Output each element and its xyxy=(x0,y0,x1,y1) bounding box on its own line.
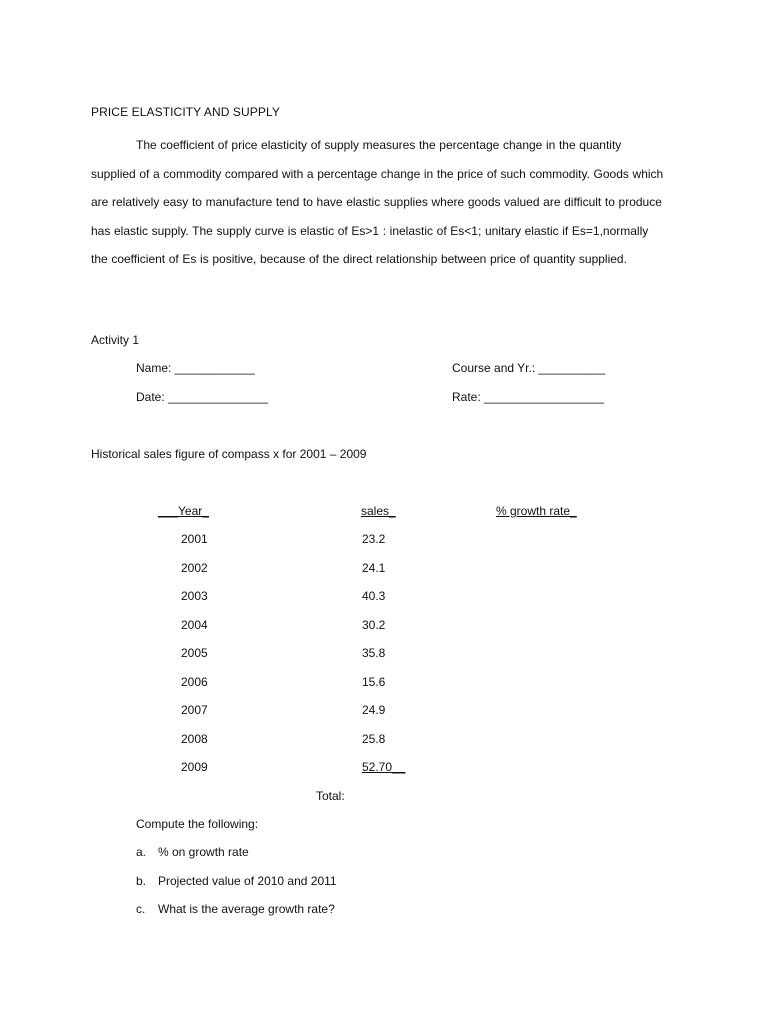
year-cell: 2001 xyxy=(181,532,208,546)
year-cell: 2008 xyxy=(181,732,208,746)
list-item-letter: b. xyxy=(136,874,147,888)
list-item-text: % on growth rate xyxy=(158,845,249,859)
list-item-text: What is the average growth rate? xyxy=(158,902,335,916)
sales-cell: 30.2 xyxy=(362,618,386,632)
compute-heading: Compute the following: xyxy=(136,817,259,831)
table-row xyxy=(0,760,768,780)
sales-cell: 23.2 xyxy=(362,532,386,546)
year-cell: 2006 xyxy=(181,675,208,689)
intro-paragraph: The coefficient of price elasticity of supply measures the percentage change in the quantity supplied of a commodity compared with a percentage change in the price of such commodity. Goods which are relatively easy to manufacture tend to have elastic supplies where goods valued are difficult to produce has elastic supply. The supply curve is elastic of Es>1 : inelastic of Es<1; unitary elastic if Es=1,normally the coefficient of Es is positive, because of the direct relationship between price of quantity supplied. xyxy=(91,138,664,267)
year-cell: 2007 xyxy=(181,703,208,717)
page-title: PRICE ELASTICITY AND SUPPLY xyxy=(91,105,280,119)
year-cell: 2002 xyxy=(181,561,208,575)
sales-cell: 15.6 xyxy=(362,675,386,689)
year-cell: 2005 xyxy=(181,646,208,660)
name-field-label: Name: ____________ xyxy=(136,361,255,375)
historical-heading: Historical sales figure of compass x for 2001 – 2009 xyxy=(91,447,367,461)
list-item xyxy=(0,874,768,894)
list-item xyxy=(0,902,768,922)
table-row xyxy=(0,732,768,752)
year-cell: 2003 xyxy=(181,589,208,603)
table-row xyxy=(0,703,768,723)
sales-cell: 52.70__ xyxy=(362,760,406,774)
list-item xyxy=(0,845,768,865)
table-header-year: ___Year_ xyxy=(158,504,209,518)
sales-cell: 24.9 xyxy=(362,703,386,717)
table-row xyxy=(0,561,768,581)
course-field-label: Course and Yr.: __________ xyxy=(452,361,606,375)
year-cell: 2009 xyxy=(181,760,208,774)
sales-cell: 24.1 xyxy=(362,561,386,575)
rate-field-label: Rate: __________________ xyxy=(452,390,605,404)
date-field-label: Date: _______________ xyxy=(136,390,269,404)
list-item-letter: c. xyxy=(136,902,146,916)
sales-cell: 40.3 xyxy=(362,589,386,603)
list-item-letter: a. xyxy=(136,845,147,859)
table-row xyxy=(0,646,768,666)
activity-heading: Activity 1 xyxy=(91,333,140,347)
sales-cell: 35.8 xyxy=(362,646,386,660)
table-header-growth: % growth rate_ xyxy=(496,504,577,518)
total-label: Total: xyxy=(316,789,345,803)
table-header-sales: sales_ xyxy=(361,504,396,518)
table-row xyxy=(0,675,768,695)
table-row xyxy=(0,618,768,638)
list-item-text: Projected value of 2010 and 2011 xyxy=(158,874,337,888)
year-cell: 2004 xyxy=(181,618,208,632)
table-row xyxy=(0,532,768,552)
table-row xyxy=(0,589,768,609)
sales-cell: 25.8 xyxy=(362,732,386,746)
